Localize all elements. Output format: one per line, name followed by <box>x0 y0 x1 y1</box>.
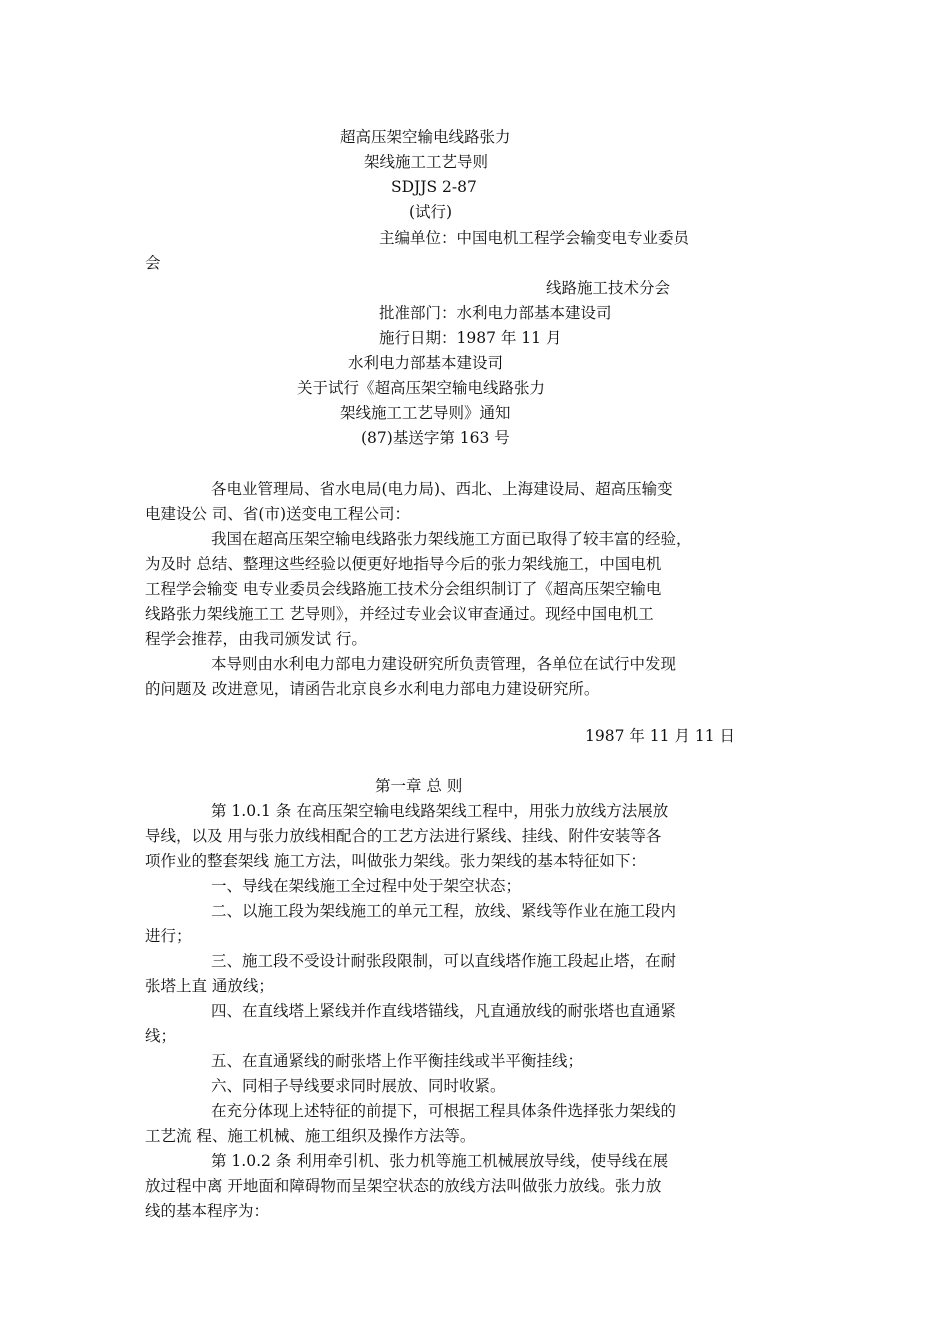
notice-para2-line: 我国在超高压架空输电线路张力架线施工方面已取得了较丰富的经验， <box>211 530 692 548</box>
article-1-0-1-line: 第 1.0.1 条 在高压架空输电线路架线工程中，用张力放线方法展放 <box>211 802 669 820</box>
editor-unit-line-2: 线路施工技术分会 <box>546 279 671 297</box>
article-1-0-2-line: 放过程中离 开地面和障碍物而呈架空状态的放线方法叫做张力放线。张力放 <box>145 1177 662 1195</box>
summary-line: 在充分体现上述特征的前提下，可根据工程具体条件选择张力架线的 <box>211 1102 677 1120</box>
standard-code: SDJJS 2-87 <box>391 178 477 196</box>
article-1-0-2-line: 线的基本程序为： <box>145 1202 270 1220</box>
notice-number: (87)基送字第 163 号 <box>361 429 510 447</box>
chapter-heading: 第一章 总 则 <box>375 777 463 795</box>
feature-item-5: 五、在直通紧线的耐张塔上作平衡挂线或半平衡挂线； <box>211 1052 584 1070</box>
notice-para3-line: 的问题及 改进意见，请函告北京良乡水利电力部电力建设研究所。 <box>145 680 600 698</box>
notice-para3-line: 本导则由水利电力部电力建设研究所负责管理，各单位在试行中发现 <box>211 655 677 673</box>
notice-issuer: 水利电力部基本建设司 <box>348 354 504 372</box>
notice-date: 1987 年 11 月 11 日 <box>585 727 736 745</box>
notice-para1-line: 电建设公 司、省(市)送变电工程公司： <box>145 505 411 523</box>
notice-title-line-1: 关于试行《超高压架空输电线路张力 <box>297 379 546 397</box>
article-1-0-2-line: 第 1.0.2 条 利用牵引机、张力机等施工机械展放导线，使导线在展 <box>211 1152 669 1170</box>
feature-item-4: 线； <box>145 1027 177 1045</box>
feature-item-2: 进行； <box>145 927 192 945</box>
editor-unit-line-1-tail: 会 <box>145 254 161 272</box>
editor-unit-line-1: 主编单位：中国电机工程学会输变电专业委员 <box>379 229 690 247</box>
feature-item-6: 六、同相子导线要求同时展放、同时收紧。 <box>211 1077 506 1095</box>
feature-item-3: 张塔上直 通放线； <box>145 977 274 995</box>
summary-line: 工艺流 程、施工机械、施工组织及操作方法等。 <box>145 1127 476 1145</box>
article-1-0-1-line: 导线，以及 用与张力放线相配合的工艺方法进行紧线、挂线、附件安装等各 <box>145 827 662 845</box>
notice-para2-line: 程学会推荐，由我司颁发试 行。 <box>145 630 367 648</box>
feature-item-3: 三、施工段不受设计耐张段限制，可以直线塔作施工段起止塔，在耐 <box>211 952 677 970</box>
title-line-2: 架线施工工艺导则 <box>364 153 489 171</box>
approver-line: 批准部门：水利电力部基本建设司 <box>379 304 612 322</box>
notice-para2-line: 线路张力架线施工工 艺导则》，并经过专业会议审查通过。现经中国电机工 <box>145 605 654 623</box>
article-1-0-1-line: 项作业的整套架线 施工方法，叫做张力架线。张力架线的基本特征如下： <box>145 852 646 870</box>
feature-item-4: 四、在直线塔上紧线并作直线塔锚线，凡直通放线的耐张塔也直通紧 <box>211 1002 677 1020</box>
notice-title-line-2: 架线施工工艺导则》通知 <box>340 404 511 422</box>
effective-date-line: 施行日期：1987 年 11 月 <box>379 329 562 347</box>
feature-item-1: 一、导线在架线施工全过程中处于架空状态； <box>211 877 522 895</box>
notice-para2-line: 为及时 总结、整理这些经验以便更好地指导今后的张力架线施工，中国电机 <box>145 555 662 573</box>
notice-para1-line: 各电业管理局、省水电局(电力局)、西北、上海建设局、超高压输变 <box>211 480 673 498</box>
feature-item-2: 二、以施工段为架线施工的单元工程，放线、紧线等作业在施工段内 <box>211 902 677 920</box>
title-line-1: 超高压架空输电线路张力 <box>340 128 511 146</box>
trial-label: (试行) <box>409 203 453 221</box>
notice-para2-line: 工程学会输变 电专业委员会线路施工技术分会组织制订了《超高压架空输电 <box>145 580 662 598</box>
